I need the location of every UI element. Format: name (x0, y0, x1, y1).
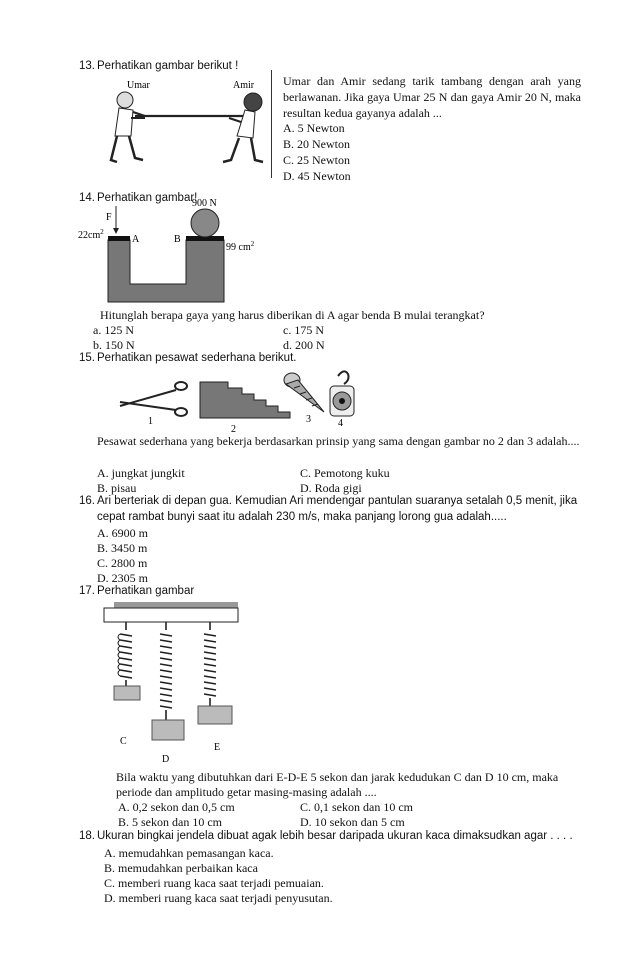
pulley-icon (330, 371, 354, 416)
q17-prompt: Perhatikan gambar (97, 585, 195, 597)
q15-option-b: B. pisau (97, 481, 137, 495)
q15-label-2: 2 (231, 424, 236, 435)
q14-area-b-sup: 2 (250, 240, 255, 248)
q16-number: 16. (79, 495, 95, 507)
q15-label-4: 4 (338, 418, 343, 429)
q14-area-a-sup: 2 (100, 228, 104, 236)
q16-option-c: C. 2800 m (97, 556, 148, 570)
staircase-icon (200, 382, 290, 418)
q15-option-d: D. Roda gigi (300, 481, 362, 495)
q17-label-c: C (120, 736, 127, 747)
q15-label-1: 1 (148, 416, 153, 427)
springs-diagram (100, 600, 240, 770)
q14-number: 14. (79, 192, 95, 204)
q18-option-c: C. memberi ruang kaca saat terjadi pemuaian. (104, 876, 324, 890)
q14-option-a: a. 125 N (93, 323, 134, 337)
q14-prompt: Perhatikan gambar! (97, 192, 198, 204)
q16-option-a: A. 6900 m (97, 526, 148, 540)
q14-force-label: F (106, 212, 112, 223)
screw-icon (284, 373, 324, 412)
q14-point-b: B (174, 234, 181, 245)
tug-of-war-illustration (105, 78, 265, 170)
q15-text: Pesawat sederhana yang bekerja berdasarkan prinsip yang sama dengan gambar no 2 dan 3 adalah.... (97, 434, 580, 448)
q13-number: 13. (79, 60, 95, 72)
q13-option-c: C. 25 Newton (283, 153, 350, 167)
q15-label-3: 3 (306, 414, 311, 425)
q17-text-line2: periode dan amplitudo getar masing-masing adalah .... (116, 785, 377, 799)
q13-option-d: D. 45 Newton (283, 169, 351, 183)
q17-option-a: A. 0,2 sekon dan 0,5 cm (118, 800, 235, 814)
q14-area-a: 22cm (78, 230, 101, 241)
q15-option-a: A. jungkat jungkit (97, 466, 185, 480)
q16-option-b: B. 3450 m (97, 541, 148, 555)
q18-number: 18. (79, 830, 95, 842)
q13-text: Umar dan Amir sedang tarik tambang dengan arah yang berlawanan. Jika gaya Umar 25 N dan gaya Amir 20 N, maka resultan kedua gayanya adalah ... (283, 74, 581, 120)
q13-label-amir: Amir (233, 80, 255, 91)
q13-divider (271, 70, 272, 178)
scissors-icon (120, 382, 187, 416)
q17-label-e: E (214, 742, 221, 753)
q14-option-b: b. 150 N (93, 338, 135, 352)
q17-text-line1: Bila waktu yang dibutuhkan dari E-D-E 5 sekon dan jarak kedudukan C dan D 10 cm, maka (116, 770, 559, 784)
q16-text-line1: Ari berteriak di depan gua. Kemudian Ari mendengar pantulan suaranya setalah 0,5 menit, jika (97, 495, 578, 507)
q15-option-c: C. Pemotong kuku (300, 466, 390, 480)
hydraulic-press-diagram (78, 196, 258, 304)
q13-prompt: Perhatikan gambar berikut ! (97, 60, 239, 72)
q14-point-a: A (132, 234, 140, 245)
q17-option-d: D. 10 sekon dan 5 cm (300, 815, 405, 829)
q14-question: Hitunglah berapa gaya yang harus diberikan di A agar benda B mulai terangkat? (100, 308, 485, 322)
q18-prompt: Ukuran bingkai jendela dibuat agak lebih besar daripada ukuran kaca dimaksudkan agar . . . . (97, 830, 573, 842)
q14-option-c: c. 175 N (283, 323, 324, 337)
q18-option-b: B. memudahkan perbaikan kaca (104, 861, 258, 875)
svg-text:22cm2 (78, 228, 104, 241)
q17-label-d: D (162, 754, 170, 765)
simple-machines-figure (118, 368, 368, 438)
q15-prompt: Perhatikan pesawat sederhana berikut. (97, 352, 297, 364)
q14-option-d: d. 200 N (283, 338, 325, 352)
svg-text:99 cm2 (226, 240, 255, 253)
q17-option-c: C. 0,1 sekon dan 10 cm (300, 800, 413, 814)
q13-option-b: B. 20 Newton (283, 137, 350, 151)
q16-text-line2: cepat rambat bunyi saat itu adalah 230 m/s, maka panjang lorong gua adalah..... (97, 511, 507, 523)
q18-option-a: A. memudahkan pemasangan kaca. (104, 846, 274, 860)
q13-option-a: A. 5 Newton (283, 121, 345, 135)
q17-number: 17. (79, 585, 95, 597)
q14-area-b: 99 cm (226, 242, 251, 253)
q15-number: 15. (79, 352, 95, 364)
q13-label-umar: Umar (127, 80, 150, 91)
q16-option-d: D. 2305 m (97, 571, 148, 585)
q18-option-d: D. memberi ruang kaca saat terjadi penyusutan. (104, 891, 333, 905)
q14-load-label: 900 N (192, 198, 217, 209)
q17-option-b: B. 5 sekon dan 10 cm (118, 815, 222, 829)
